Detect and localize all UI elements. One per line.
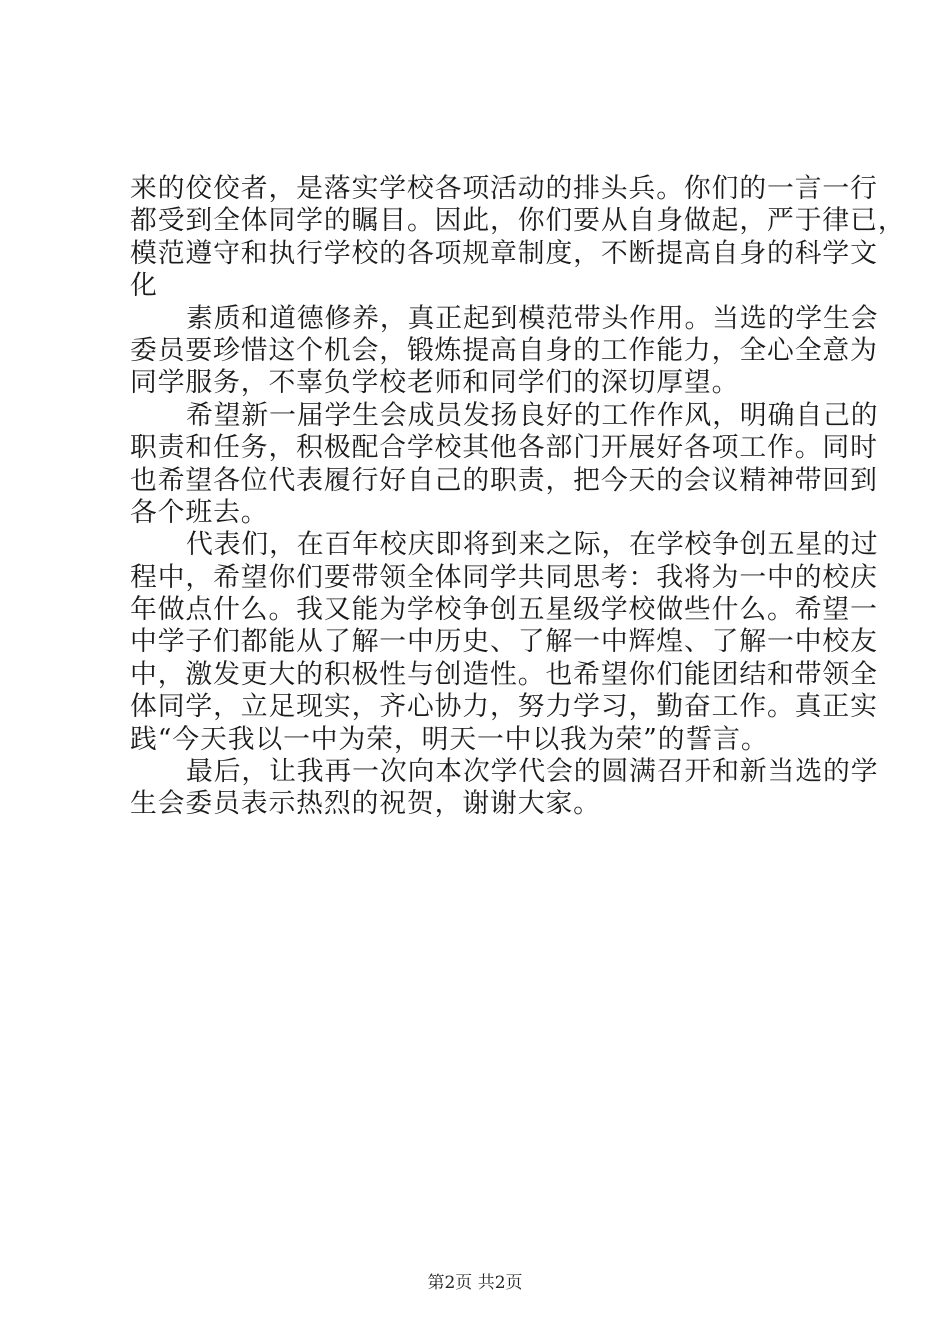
text-line: 各个班去。: [130, 496, 269, 528]
text-line: 践“今天我以一中为荣，明天一中以我为荣”的誓言。: [130, 723, 769, 755]
text-line: 都受到全体同学的瞩目。因此，你们要从自身做起，严于律已，: [130, 205, 906, 237]
text-line: 希望新一届学生会成员发扬良好的工作作风，明确自己的: [186, 399, 879, 431]
text-line: 同学服务，不辜负学校老师和同学们的深切厚望。: [130, 367, 740, 399]
text-line: 也希望各位代表履行好自己的职责，把今天的会议精神带回到: [130, 464, 878, 496]
text-line: 年做点什么。我又能为学校争创五星级学校做些什么。希望一: [130, 594, 878, 626]
text-line: 体同学，立足现实，齐心协力，努力学习，勤奋工作。真正实: [130, 691, 878, 723]
text-line: 程中，希望你们要带领全体同学共同思考：我将为一中的校庆: [130, 561, 878, 593]
document-body: [130, 173, 906, 821]
text-line: 来的佼佼者，是落实学校各项活动的排头兵。你们的一言一行: [130, 173, 878, 204]
text-line: 中学子们都能从了解一中历史、了解一中辉煌、了解一中校友: [130, 626, 878, 658]
text-line: 生会委员表示热烈的祝贺，谢谢大家。: [130, 788, 601, 820]
text-line: 素质和道德修养，真正起到模范带头作用。当选的学生会: [186, 302, 879, 334]
page-footer: 第2页 共2页: [427, 1273, 523, 1293]
text-line: 最后，让我再一次向本次学代会的圆满召开和新当选的学: [186, 756, 879, 788]
text-line: 委员要珍惜这个机会，锻炼提高自身的工作能力，全心全意为: [130, 334, 878, 366]
text-line: 中，激发更大的积极性与创造性。也希望你们能团结和带领全: [130, 658, 878, 690]
text-line: 职责和任务，积极配合学校其他各部门开展好各项工作。同时: [130, 432, 878, 464]
text-line: 代表们，在百年校庆即将到来之际，在学校争创五星的过: [186, 529, 879, 561]
text-line: 化: [130, 270, 158, 302]
text-line: 模范遵守和执行学校的各项规章制度，不断提高自身的科学文: [130, 237, 878, 269]
